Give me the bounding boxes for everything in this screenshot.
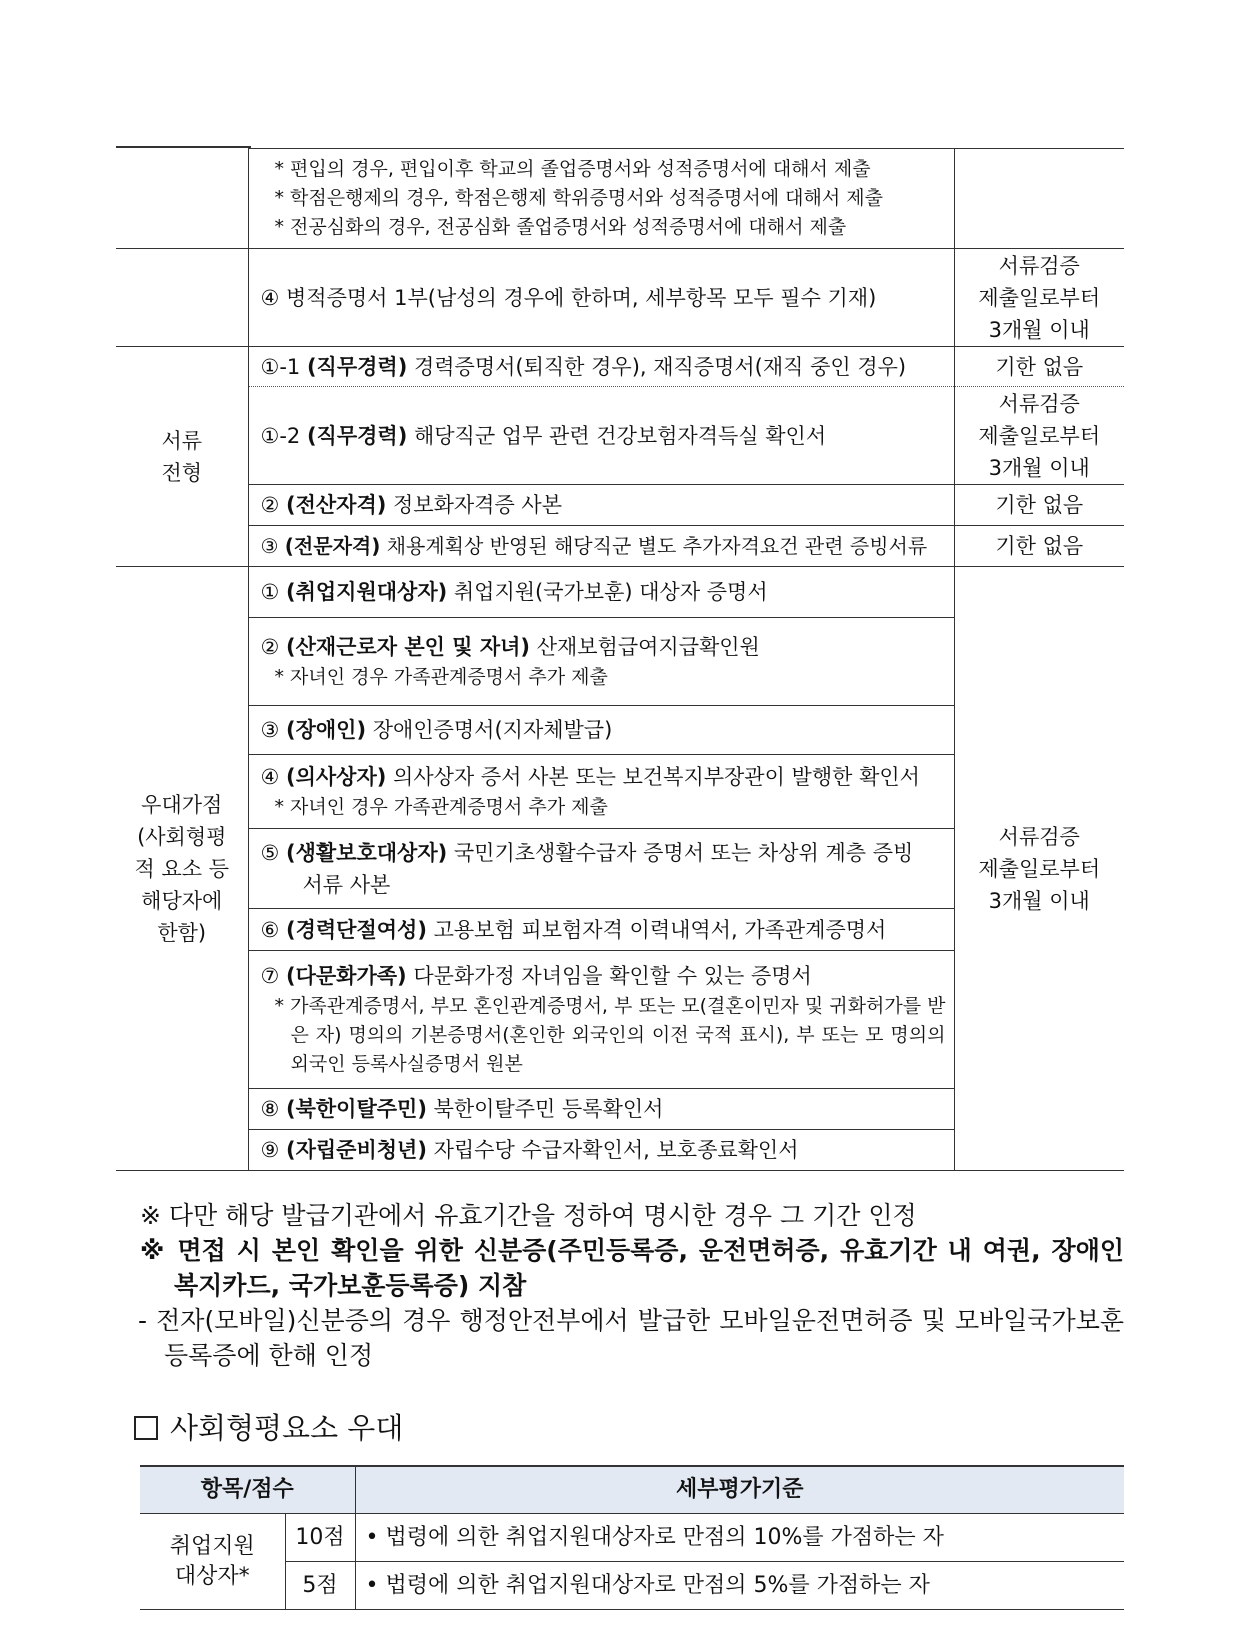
item-text: 해당직군 업무 관련 건강보험자격득실 확인서 — [407, 423, 827, 448]
period-line: 제출일로부터 — [978, 856, 1101, 881]
note-line: * 편입의 경우, 편입이후 학교의 졸업증명서와 성적증명서에 대해서 제출 — [274, 158, 871, 180]
item-number: ⑥ — [260, 917, 287, 942]
period-cell: 기한 없음 — [954, 485, 1124, 526]
category-line: 해당자에 — [141, 888, 223, 913]
period-cell: 기한 없음 — [954, 526, 1124, 567]
item-number: ⑤ — [260, 840, 287, 865]
period-line: 제출일로부터 — [978, 285, 1101, 310]
score-value: 10점 — [285, 1514, 355, 1562]
category-doc-screening — [116, 347, 248, 567]
item-label: (직무경력) — [306, 354, 408, 379]
item-cell: ④ 병적증명서 1부(남성의 경우에 한하며, 세부항목 모두 필수 기재) — [248, 249, 954, 347]
table-row — [116, 526, 1124, 567]
period-line: 서류검증 — [998, 391, 1080, 416]
item-cell — [248, 909, 954, 951]
item-number: ② — [260, 493, 287, 517]
remark-validity: ※ 다만 해당 발급기관에서 유효기간을 정하여 명시한 경우 그 기간 인정 — [140, 1201, 917, 1230]
checkbox-square-icon — [134, 1416, 158, 1440]
table-row — [140, 1514, 1124, 1562]
item-text: 의사상자 증서 사본 또는 보건복지부장관이 발행한 확인서 — [386, 765, 920, 789]
remarks-block — [140, 1198, 1124, 1373]
period-cell — [954, 249, 1124, 347]
item-label: (전산자격) — [286, 493, 387, 517]
section-heading — [134, 1408, 403, 1448]
item-label: (산재근로자 본인 및 자녀) — [286, 635, 531, 659]
item-label: (직무경력) — [306, 423, 408, 448]
period-cell — [954, 387, 1124, 485]
item-label: (의사상자) — [286, 765, 387, 789]
item-text: 채용계획상 반영된 해당직군 별도 추가자격요건 관련 증빙서류 — [380, 534, 928, 558]
category-cell-empty — [116, 249, 248, 347]
category-line: 우대가점 — [141, 792, 223, 817]
table-row — [116, 347, 1124, 387]
note-line: * 가족관계증명서, 부모 혼인관계증명서, 부 또는 모(결혼이민자 및 귀화허가를 받은 자) 명의의 기본증명서(혼인한 외국인의 이전 국적 표시), 부 또는 모 명의의 외국인 등록사실증명서 원본 — [274, 995, 946, 1075]
period-line: 서류검증 — [998, 253, 1080, 278]
note-line: * 전공심화의 경우, 전공심화 졸업증명서와 성적증명서에 대해서 제출 — [274, 216, 847, 238]
category-line: 취업지원 — [169, 1533, 255, 1559]
item-label: (취업지원대상자) — [286, 580, 448, 604]
item-text: 북한이탈주민 등록확인서 — [426, 1097, 664, 1121]
item-label: (전문자격) — [284, 534, 381, 558]
item-number: ①-2 — [260, 423, 307, 448]
item-text: 다문화가정 자녀임을 확인할 수 있는 증명서 — [406, 964, 812, 988]
period-line: 3개월 이내 — [988, 455, 1090, 480]
table-row — [116, 567, 1124, 618]
item-cell — [248, 755, 954, 829]
item-number: ④ — [260, 765, 287, 789]
required-documents-table — [116, 148, 1124, 1171]
table-row — [140, 1562, 1124, 1610]
item-text: 정보화자격증 사본 — [386, 493, 562, 517]
item-cell — [248, 567, 954, 618]
table-row — [116, 485, 1124, 526]
item-number: ③ — [260, 534, 285, 558]
score-category — [140, 1514, 285, 1610]
item-cell — [248, 618, 954, 706]
item-cell — [248, 149, 954, 249]
category-line: 한함) — [157, 920, 207, 945]
table-row — [116, 249, 1124, 347]
item-cell — [248, 387, 954, 485]
period-line: 3개월 이내 — [988, 317, 1090, 342]
category-line: 서류 — [161, 428, 203, 453]
item-label: (장애인) — [286, 718, 367, 742]
item-number: ② — [260, 635, 287, 659]
table-header-row — [140, 1466, 1124, 1514]
item-number: ③ — [260, 718, 287, 742]
category-line: 적 요소 등 — [134, 856, 229, 881]
item-text: 산재보험급여지급확인원 — [530, 635, 760, 659]
header-criteria: 세부평가기준 — [355, 1466, 1124, 1514]
score-value: 5점 — [285, 1562, 355, 1610]
item-text: 장애인증명서(지자체발급) — [366, 718, 613, 742]
social-equity-score-table — [140, 1465, 1124, 1610]
item-cell — [248, 1089, 954, 1130]
item-cell — [248, 485, 954, 526]
item-cell — [248, 706, 954, 755]
item-text: 국민기초생활수급자 증명서 또는 차상위 계층 증빙 — [447, 840, 914, 865]
item-label: (생활보호대상자) — [286, 840, 448, 865]
item-label: (북한이탈주민) — [286, 1097, 427, 1121]
period-line: 제출일로부터 — [978, 423, 1101, 448]
note-line: * 자녀인 경우 가족관계증명서 추가 제출 — [274, 796, 608, 818]
item-text: 자립수당 수급자확인서, 보호종료확인서 — [426, 1138, 799, 1162]
category-line: 전형 — [161, 460, 203, 485]
category-cell-empty — [116, 149, 248, 249]
item-text: 고용보험 피보험자격 이력내역서, 가족관계증명서 — [426, 917, 887, 942]
period-cell: 기한 없음 — [954, 347, 1124, 387]
item-number: ⑨ — [260, 1138, 287, 1162]
table-row — [116, 149, 1124, 249]
period-cell — [954, 567, 1124, 1171]
period-line: 서류검증 — [998, 824, 1080, 849]
item-label: (다문화가족) — [286, 964, 407, 988]
period-line: 3개월 이내 — [988, 888, 1090, 913]
item-cell — [248, 526, 954, 567]
item-number: ①-1 — [260, 354, 307, 379]
category-line: 대상자* — [174, 1563, 250, 1589]
remark-id-card: ※ 면접 시 본인 확인을 위한 신분증(주민등록증, 운전면허증, 유효기간 내 여권, 장애인 복지카드, 국가보훈등록증) 지참 — [140, 1236, 1124, 1300]
note-line: * 자녀인 경우 가족관계증명서 추가 제출 — [274, 666, 608, 688]
item-cell — [248, 1130, 954, 1171]
item-label: (자립준비청년) — [286, 1138, 427, 1162]
remark-mobile-id: - 전자(모바일)신분증의 경우 행정안전부에서 발급한 모바일운전면허증 및 모바일국가보훈등록증에 한해 인정 — [138, 1306, 1124, 1370]
item-text: 경력증명서(퇴직한 경우), 재직증명서(재직 중인 경우) — [407, 354, 907, 379]
item-text-continued: 서류 사본 — [302, 872, 391, 897]
table-row — [116, 387, 1124, 485]
header-item-score: 항목/점수 — [140, 1466, 355, 1514]
item-cell — [248, 829, 954, 909]
section-title: 사회형평요소 우대 — [170, 1411, 404, 1445]
item-text: 취업지원(국가보훈) 대상자 증명서 — [447, 580, 768, 604]
item-label: (경력단절여성) — [286, 917, 427, 942]
item-cell — [248, 951, 954, 1089]
category-preference — [116, 567, 248, 1171]
score-criteria: • 법령에 의한 취업지원대상자로 만점의 10%를 가점하는 자 — [355, 1514, 1124, 1562]
note-line: * 학점은행제의 경우, 학점은행제 학위증명서와 성적증명서에 대해서 제출 — [274, 187, 883, 209]
category-line: (사회형평 — [137, 824, 227, 849]
score-criteria: • 법령에 의한 취업지원대상자로 만점의 5%를 가점하는 자 — [355, 1562, 1124, 1610]
item-number: ⑧ — [260, 1097, 287, 1121]
period-cell-empty — [954, 149, 1124, 249]
item-number: ⑦ — [260, 964, 287, 988]
item-cell — [248, 347, 954, 387]
item-number: ① — [260, 580, 287, 604]
